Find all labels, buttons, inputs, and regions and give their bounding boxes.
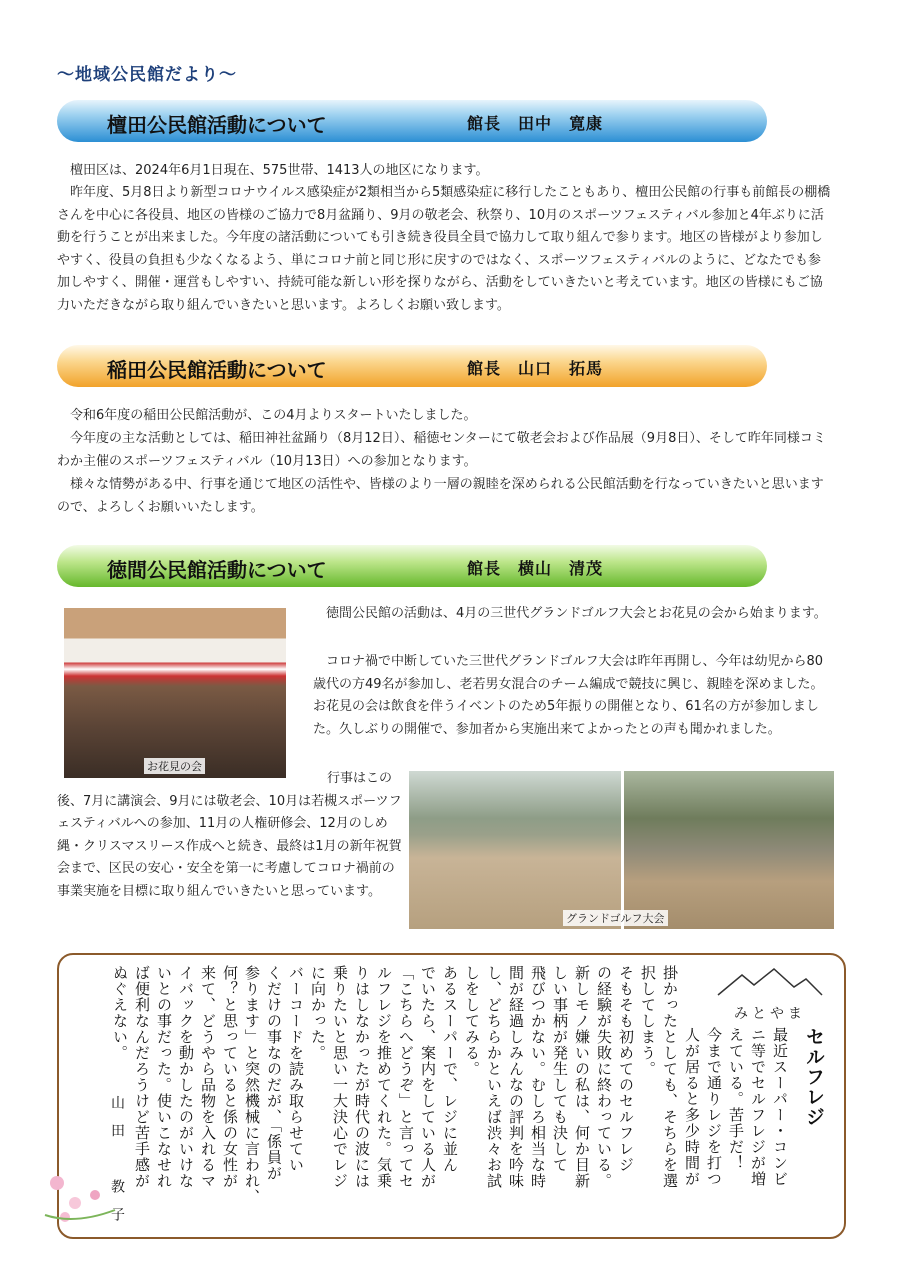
essay-line: しをしてみる。	[463, 965, 481, 1077]
essay-line: 今まで通りレジを打つ	[705, 1027, 723, 1187]
mountain-icon	[716, 965, 824, 999]
essay-line: えている。苦手だ！	[727, 1027, 745, 1171]
photo-caption: グランドゴルフ大会	[563, 910, 668, 926]
essay-line: 来て、どうやら品物を入れるマ	[199, 965, 217, 1189]
essay-line: 掛かったとしても、そちらを選	[661, 965, 679, 1189]
section-banner-danda	[57, 100, 767, 142]
essay-line: 参ります」と突然機械に言われ、	[243, 965, 261, 1205]
paragraph: 徳間公民館の活動は、4月の三世代グランドゴルフ大会とお花見の会から始まります。	[326, 606, 827, 621]
section-chief: 館長 横山 清茂	[467, 559, 604, 578]
flower-decoration-icon	[35, 1165, 125, 1235]
mitoyama-logo: みとやま	[716, 965, 824, 1023]
essay-line: 間が経過しみんなの評判を吟味	[507, 965, 525, 1189]
page-header: ～地域公民館だより～	[57, 65, 237, 85]
essay-line: ば便利なんだろうけど苦手感が	[133, 965, 151, 1189]
essay-line: くだけの事なのだが、「係員が	[265, 965, 283, 1182]
essay-line: りはしなかったが時代の波には	[353, 965, 371, 1189]
essay-line: ルフレジを推めてくれた。気乗	[375, 965, 393, 1189]
essay-line: いとの事だった。使いこなせれ	[155, 965, 173, 1189]
hanami-photo	[64, 608, 286, 778]
section-chief: 館長 田中 寛康	[467, 114, 604, 133]
essay-title: セルフレジ	[803, 1027, 825, 1127]
essay-line: でいたら、案内をしている人が	[419, 965, 437, 1189]
essay-line: 何？と思っていると係の女性が	[221, 965, 239, 1189]
essay-line: ニ等でセルフレジが増	[749, 1027, 767, 1187]
essay-line: 択してしまう。	[639, 965, 657, 1077]
section-title: 檀田公民館活動について	[107, 113, 327, 137]
essay-line: そもそも初めてのセルフレジ	[617, 965, 635, 1173]
essay-line: の経験が失敗に終わっている。	[595, 965, 613, 1189]
essay-line: し、どちらかといえば渋々お試	[485, 965, 503, 1189]
paragraph: コロナ禍で中断していた三世代グランドゴルフ大会は昨年再開し、今年は幼児から80歳代の方49名が参加し、老若男女混合のチーム編成で競技に興じ、親睦を深めました。お花見の会は飲食を伴うイベントのため5年振りの開催となり、61名の方が参加しました。久しぶりの開催で、参加者から実施出来てよかったとの声も聞かれました。	[313, 654, 824, 737]
essay-line: イバックを動かしたのがいけな	[177, 965, 195, 1189]
paragraph: 令和6年度の稲田公民館活動が、この4月よりスタートいたしました。	[70, 408, 477, 423]
essay-line: 乗りたいと思い一大決心でレジ	[331, 965, 349, 1189]
photo-caption: お花見の会	[144, 758, 205, 774]
essay-line: バーコードを読み取らせてい	[287, 965, 305, 1173]
groundgolf-photo-1	[409, 771, 621, 929]
essay-line: 「こちらへどうぞ」と言ってセ	[397, 965, 415, 1189]
paragraph: 様々な情勢がある中、行事を通じて地区の活性や、皆様のより一層の親睦を深められる公民館活動を行なっていきたいと思いますので、よろしくお願いいたします。	[57, 477, 824, 515]
section-title: 稲田公民館活動について	[107, 358, 327, 382]
essay-line: ぬぐえない。	[111, 965, 129, 1061]
essay-line: 新しモノ嫌いの私は、何か目新	[573, 965, 591, 1189]
essay-line: 飛びつかない。むしろ相当な時	[529, 965, 547, 1189]
paragraph: 行事はこの後、7月に講演会、9月には敬老会、10月は若槻スポーツフェスティバルへの参加、11月の人権研修会、12月のしめ縄・クリスマスリース作成へと続き、最終は1月の新年祝賀会まで、区民の安心・安全を第一に考慮してコロナ禍前の事業実施を目標に取り組んでいきたいと思っています。	[57, 771, 402, 899]
paragraph: 今年度の主な活動としては、稲田神社盆踊り（8月12日）、稲徳センターにて敬老会および作品展（9月8日）、そして昨年同様コミわか主催のスポーツフェスティバル（10月13日）への参加となります。	[57, 431, 826, 469]
groundgolf-photo-2	[624, 771, 834, 929]
essay-line: 人が居ると多少時間が	[683, 1027, 701, 1187]
essay-column-box	[57, 953, 846, 1239]
section-banner-tokuma	[57, 545, 767, 587]
essay-line: あるスーパーで、レジに並ん	[441, 965, 459, 1173]
section-banner-inada	[57, 345, 767, 387]
paragraph: 檀田区は、2024年6月1日現在、575世帯、1413人の地区になります。	[70, 163, 489, 178]
essay-line: しい事柄が発生しても決して	[551, 965, 569, 1173]
essay-line: 最近スーパー・コンビ	[771, 1027, 789, 1187]
section-chief: 館長 山口 拓馬	[467, 359, 604, 378]
essay-line: に向かった。	[309, 965, 327, 1061]
essay-author: 山田 教子	[109, 1095, 125, 1235]
section-title: 徳間公民館活動について	[107, 558, 327, 582]
paragraph: 昨年度、5月8日より新型コロナウイルス感染症が2類相当から5類感染症に移行したこともあり、檀田公民館の行事も前館長の棚橋さんを中心に各役員、地区の皆様のご協力で8月盆踊り、9月の敬老会、秋祭り、10月のスポーツフェスティバル参加と4年ぶりに活動を行うことが出来ました。今年度の諸活動についても引き続き役員全員で協力して取り組んで参ります。地区の皆様がより参加しやすく、役員の負担も少なくなるよう、単にコロナ前と同じ形に戻すのではなく、スポーツフェスティバルのように、どなたでも参加しやすく、開催・運営もしやすい、持続可能な新しい形を探りながら、活動をしていきたいと考えています。地区の皆様にもご協力いただきながら取り組んでいきたいと思います。よろしくお願い致します。	[57, 185, 831, 313]
